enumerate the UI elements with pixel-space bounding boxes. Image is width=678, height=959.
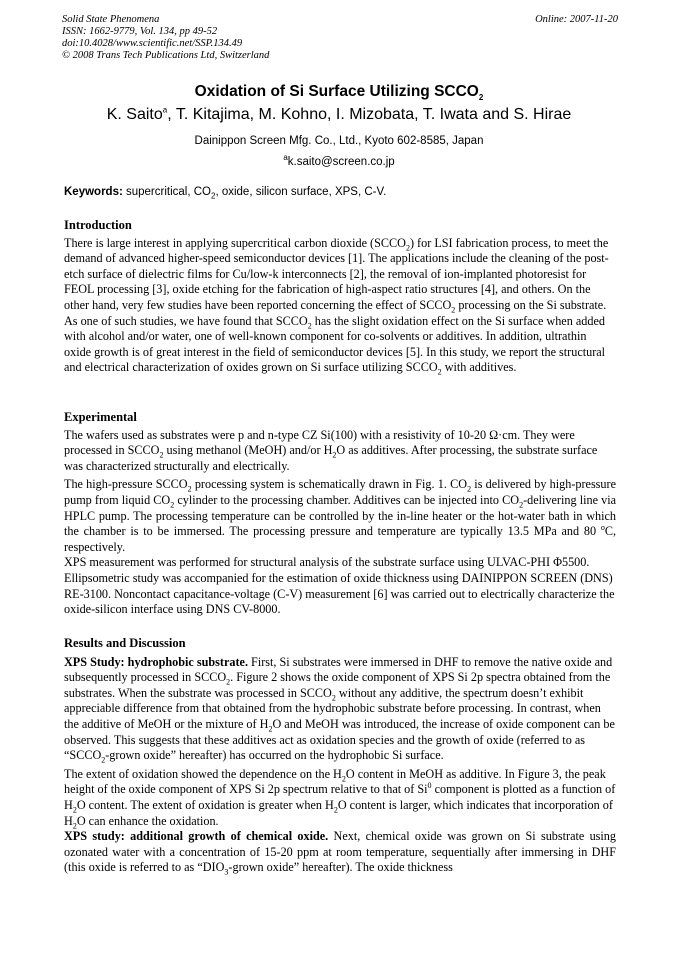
affiliation: Dainippon Screen Mfg. Co., Ltd., Kyoto 602-8585, Japan [194, 135, 484, 147]
paragraph: XPS study: additional growth of chemical oxide. Next, chemical oxide was grown on Si substrate using ozonated water with a concentration of 15-20 ppm at room temperature, sequentially after immersing in DHF (this oxide is referred to as “$DIO_3$-grown oxide” hereafter). The oxide thickness [64, 829, 616, 877]
online-date: Online: 2007-11-20 [535, 14, 618, 25]
paragraph-lead: XPS study: additional growth of chemical oxide. [64, 829, 329, 844]
section-heading: Introduction [64, 218, 132, 232]
section-results [64, 636, 616, 876]
paragraph: The extent of oxidation showed the dependence on the $H_2O$ content in MeOH as additive. In Figure 3, the peak height of the oxide component of XPS Si 2p spectrum relative to that of Si$^0$ component is plotted as a function of $H_2O$ content. The extent of oxidation is greater when $H_2O$ content is larger, which indicates that incorporation of $H_2O$ can enhance the oxidation. [64, 766, 616, 830]
keywords: Keywords: supercritical, $CO_2$, oxide, silicon surface, XPS, C-V. [64, 186, 387, 201]
section-heading: Results and Discussion [64, 636, 186, 650]
author-list: K. Saito$^a$, T. Kitajima, M. Kohno, I. Mizobata, T. Iwata and S. Hirae [106, 105, 572, 123]
running-header [62, 14, 618, 62]
section-experimental [64, 410, 616, 618]
copyright-line: © 2008 Trans Tech Publications Ltd, Switzerland [62, 50, 270, 61]
paper-title: Oxidation of Si Surface Utilizing $SCCO_2$ [194, 83, 484, 103]
issn-line: ISSN: 1662-9779, Vol. 134, pp 49-52 [62, 26, 218, 37]
paragraph: There is large interest in applying supercritical carbon dioxide $(SCCO_2)$ for LSI fabrication process, to meet the demand of advanced higher-speed semiconductor devices [1]. The applications include the cleaning of the post-etch surface of dielectric films for Cu/low-k interconnects [2], the removal of ion-implanted photoresist for FEOL processing [3], oxide etching for the fabrication of high-aspect ratio structures [4], and others. On the other hand, very few studies have been reported concerning the effect of $SCCO_2$ processing on the Si substrate. As one of such studies, we have found that $SCCO_2$ has the slight oxidation effect on the Si surface when added with alcohol and/or water, one of well-known component for co-solvents or additives. In addition, ultrathin oxide growth is of great interest in the field of semiconductor devices [5]. In this study, we report the structural and electrical characterization of oxides grown on Si surface utilizing $SCCO_2$ with additives. [64, 235, 609, 377]
paragraph: XPS measurement was performed for structural analysis of the substrate surface using ULVAC-PHI Φ5500. Ellipsometric study was accompanied for the estimation of oxide thickness using DAINIPPON SCREEN (DNS) RE-3100. Noncontact capacitance-voltage (C-V) measurement [6] was carried out to electrically characterize the oxide-silicon interface using DNS CV-8000. [64, 555, 615, 617]
keywords-label: Keywords: [64, 186, 123, 198]
doi-line: doi:10.4028/www.scientific.net/SSP.134.49 [62, 38, 243, 49]
section-heading: Experimental [64, 410, 137, 424]
paragraph: The high-pressure $SCCO_2$ processing system is schematically drawn in Fig. 1. $CO_2$ is delivered by high-pressure pump from liquid $CO_2$ cylinder to the processing chamber. Additives can be injected into $CO_2$-delivering line via HPLC pump. The processing temperature can be controlled by the in-line heater or the hot-water bath in which the chamber is to be immersed. The processing pressure and temperature are typically 13.5 MPa and 80 $^o$C, respectively. [64, 477, 616, 554]
paragraph: XPS Study: hydrophobic substrate. First, Si substrates were immersed in DHF to remove the native oxide and subsequently processed in $SCCO_2$. Figure 2 shows the oxide component of XPS Si 2p spectra obtained from the substrates. When the substrate was processed in $SCCO_2$ without any additive, the spectrum doesn’t exhibit appreciable difference from that obtained from the hydrophobic substrate before processing. In contrast, when the additive of MeOH or the mixture of $H_2O$ and MeOH was introduced, the increase of oxide component can be observed. This suggests that these additives act as oxidation species and the growth of oxide (referred to as “$SCCO_2$-grown oxide” hereafter) has occurred on the hydrophobic Si surface. [64, 654, 615, 765]
paragraph-lead: XPS Study: hydrophobic substrate. [64, 654, 248, 669]
journal-name: Solid State Phenomena [62, 14, 160, 25]
paragraph: The wafers used as substrates were p and n-type CZ Si(100) with a resistivity of 10-20 Ω·cm. They were processed in $SCCO_2$ using methanol (MeOH) and/or $H_2O$ as additives. After processing, the substrate surface was characterized structurally and electrically. [64, 427, 598, 473]
author-email: $^a$k.saito@screen.co.jp [283, 153, 395, 168]
section-introduction [64, 218, 616, 376]
